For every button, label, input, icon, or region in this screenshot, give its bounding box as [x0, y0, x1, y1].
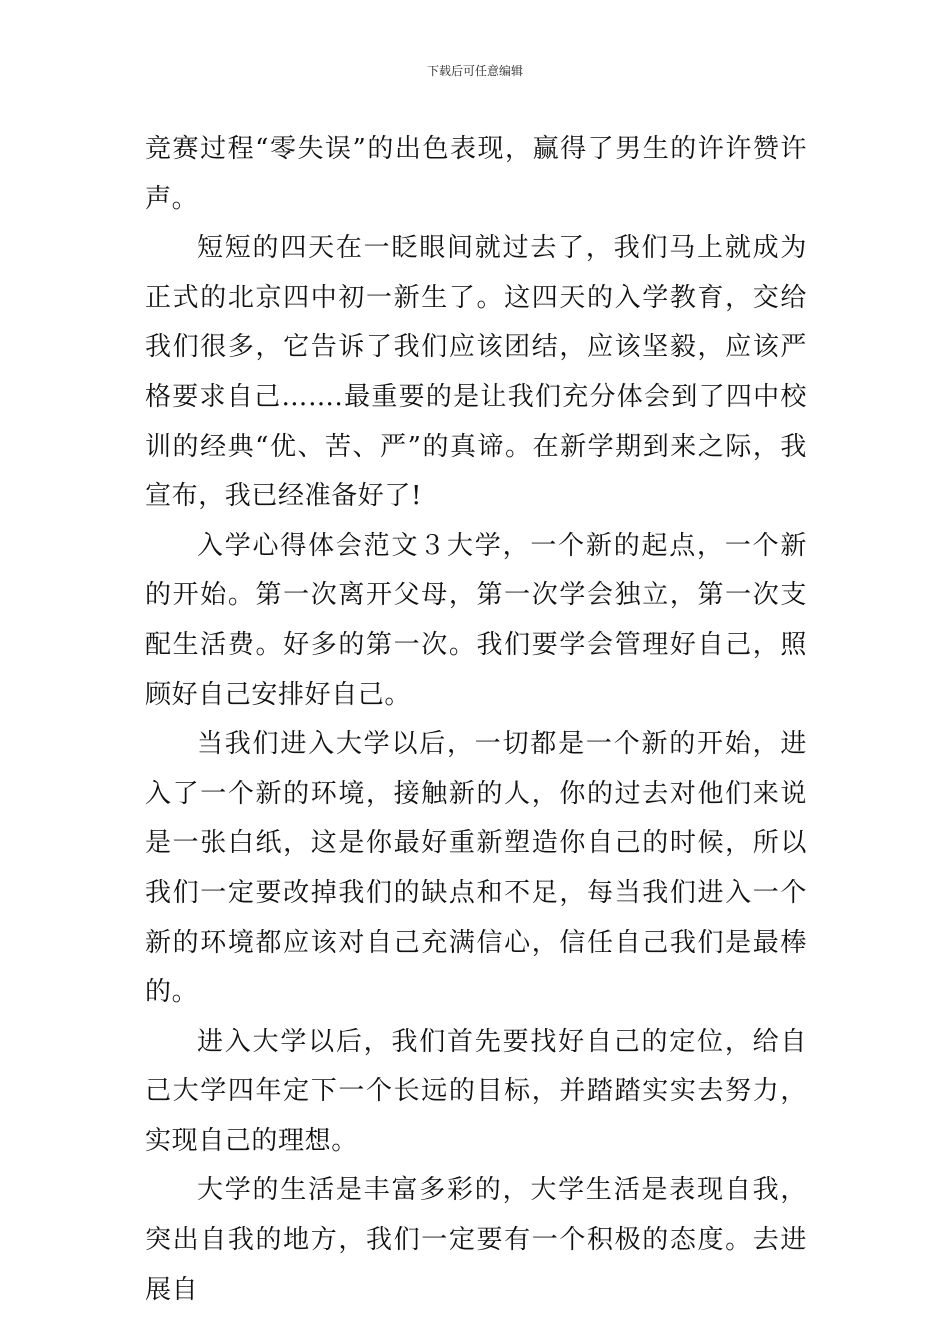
paragraph-4: 当我们进入大学以后，一切都是一个新的开始，进入了一个新的环境，接触新的人，你的过去对他们来说是一张白纸，这是你最好重新塑造你自己的时候，所以我们一定要改掉我们的缺点和不足，每当我们进入一个新的环境都应该对自己充满信心，信任自己我们是最棒的。 [145, 729, 807, 1008]
paragraph-5: 进入大学以后，我们首先要找好自己的定位，给自己大学四年定下一个长远的目标，并踏踏实实去努力，实现自己的理想。 [145, 1026, 807, 1156]
paragraph-2: 短短的四天在一眨眼间就过去了，我们马上就成为正式的北京四中初一新生了。这四天的入学教育，交给我们很多，它告诉了我们应该团结，应该坚毅，应该严格要求自己…….最重要的是让我们充分体会到了四中校训的经典“优、苦、严”的真谛。在新学期到来之际，我宣布，我已经准备好了! [145, 233, 807, 512]
paragraph-3: 入学心得体会范文３大学，一个新的起点，一个新的开始。第一次离开父母，第一次学会独立，第一次支配生活费。好多的第一次。我们要学会管理好自己，照顾好自己安排好自己。 [145, 530, 807, 710]
document-body [145, 125, 807, 1315]
page-header: 下载后可任意编辑 [426, 64, 523, 78]
paragraph-6: 大学的生活是丰富多彩的，大学生活是表现自我，突出自我的地方，我们一定要有一个积极的态度。去进展自 [145, 1175, 807, 1305]
paragraph-1: 竞赛过程“零失误”的出色表现，赢得了男生的许许赞许声。 [145, 134, 807, 214]
